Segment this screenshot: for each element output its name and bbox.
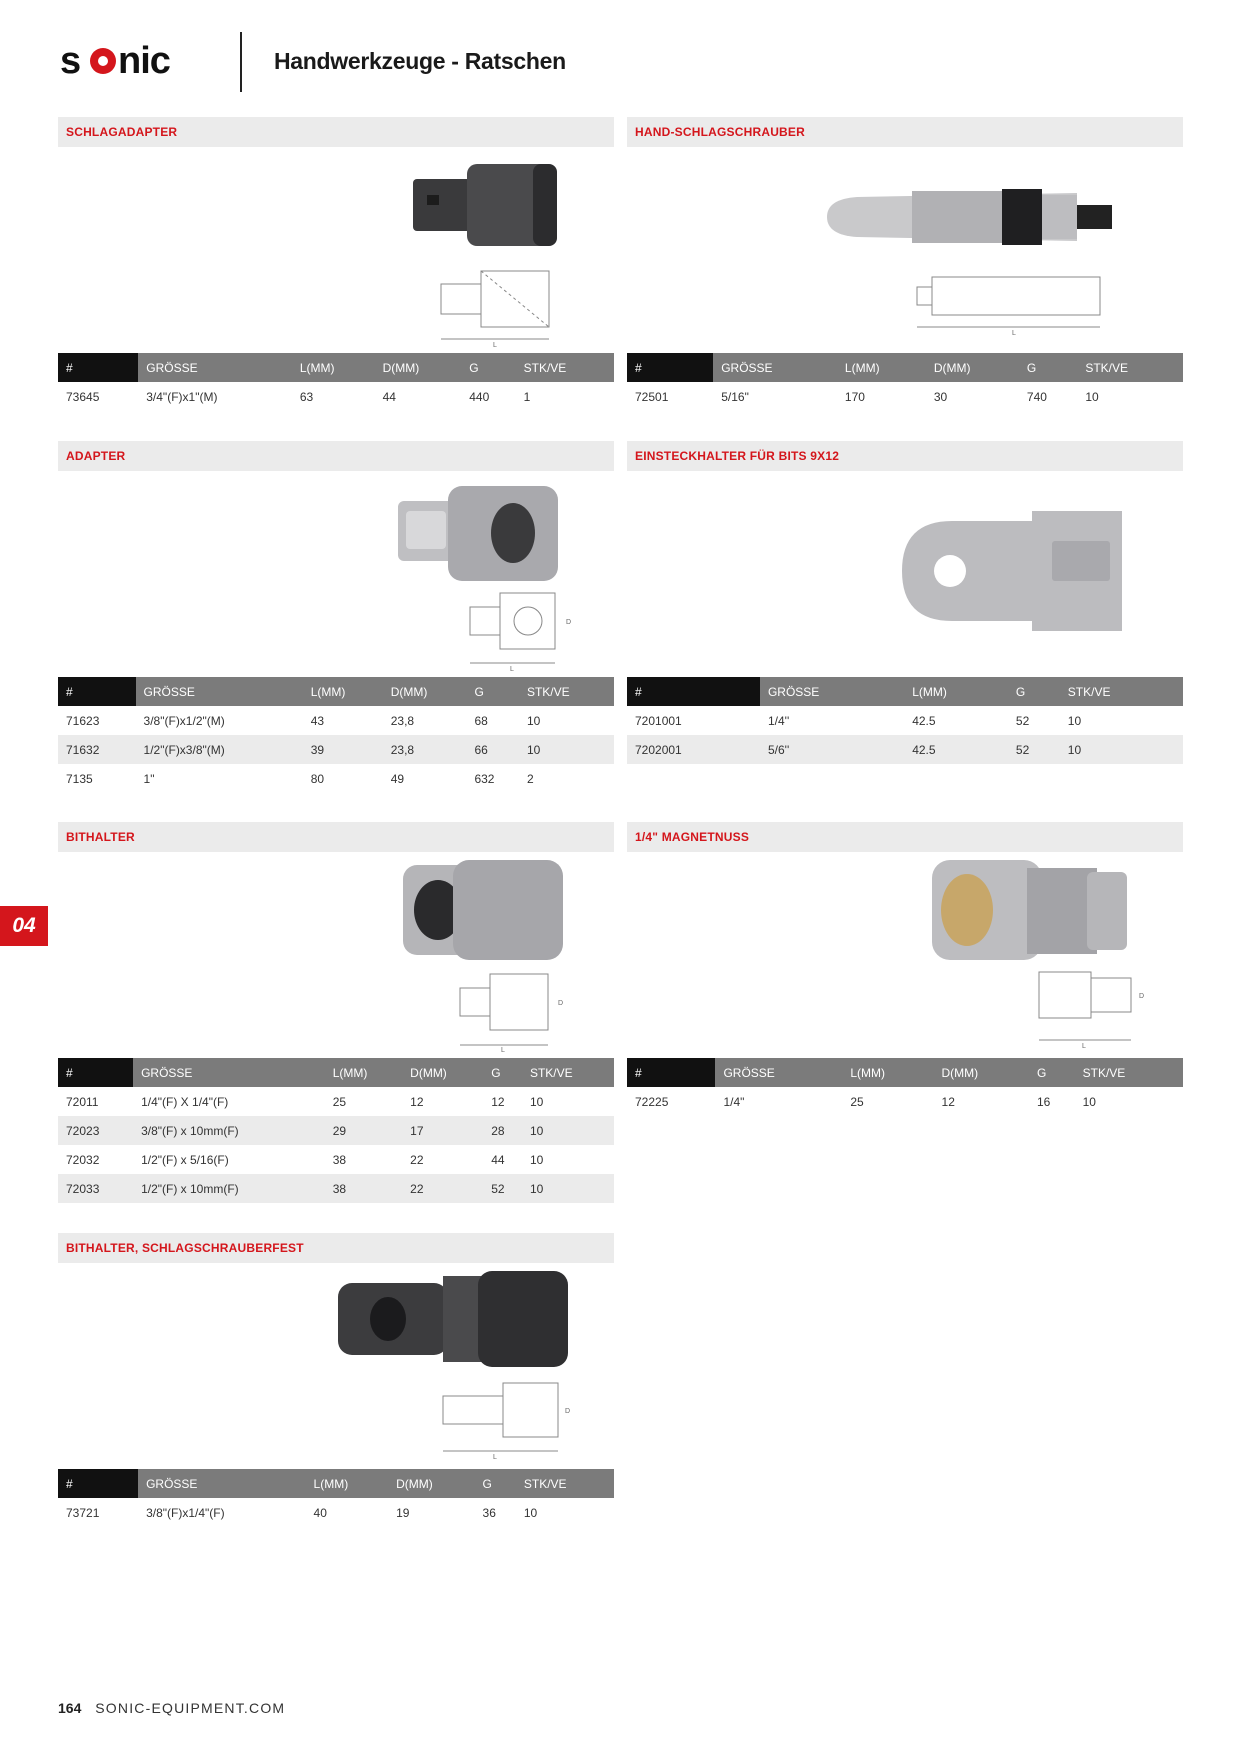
cell-pack: 10 xyxy=(522,1116,614,1145)
table-row xyxy=(58,1498,614,1527)
cell-pack: 10 xyxy=(522,1174,614,1203)
cell-length: 40 xyxy=(313,1505,327,1520)
bit-holder-image xyxy=(398,860,588,1056)
cell-size: 3/8"(F)x1/4"(F) xyxy=(146,1505,225,1520)
section-hand-schlagschrauber xyxy=(627,117,1183,411)
cell-article: 73721 xyxy=(66,1505,100,1520)
cell-length: 170 xyxy=(844,389,865,404)
sonic-logo-icon xyxy=(60,40,210,80)
cell-pack: 10 xyxy=(523,1505,538,1520)
col-header: L(MM) xyxy=(837,353,926,382)
drawing-label-d: D xyxy=(1139,993,1145,1000)
col-header: # xyxy=(58,1469,138,1498)
cell-article: 72225 xyxy=(635,1094,669,1109)
cell-diameter: 12 xyxy=(941,1094,955,1109)
col-header: G xyxy=(1008,677,1060,706)
col-header: G xyxy=(1029,1058,1075,1087)
cell-length: 80 xyxy=(310,771,325,786)
cell-diameter: 17 xyxy=(402,1116,483,1145)
col-header: L(MM) xyxy=(904,677,1008,706)
col-header: # xyxy=(627,353,713,382)
chapter-tab[interactable]: 04 xyxy=(0,906,48,946)
table-row xyxy=(627,382,1183,411)
cell-pack: 10 xyxy=(526,713,541,728)
cell-size: 3/4"(F)x1"(M) xyxy=(146,389,218,404)
col-header: STK/VE xyxy=(516,1469,614,1498)
website-link[interactable]: SONIC-EQUIPMENT.COM xyxy=(95,1700,286,1716)
cell-length: 38 xyxy=(325,1174,402,1203)
cell-length: 29 xyxy=(325,1116,402,1145)
section-bithalter-schlagschrauberfest xyxy=(58,1233,614,1527)
cell-pack: 10 xyxy=(529,1094,544,1109)
cell-weight: 12 xyxy=(491,1094,505,1109)
adapter-image xyxy=(388,481,588,673)
table-row xyxy=(58,1145,614,1174)
cell-diameter: 49 xyxy=(390,771,405,786)
product-image-area xyxy=(58,147,614,353)
drawing-label-l: L xyxy=(493,342,497,349)
section-title: BITHALTER, SCHLAGSCHRAUBERFEST xyxy=(58,1233,614,1263)
col-header: STK/VE xyxy=(516,353,614,382)
cell-pack: 10 xyxy=(1060,735,1183,764)
table-magnetnuss xyxy=(627,1058,1183,1116)
cell-length: 42.5 xyxy=(904,735,1008,764)
table-row xyxy=(58,764,614,793)
cell-size: 1/4" xyxy=(723,1094,745,1109)
col-header: GRÖSSE xyxy=(760,677,904,706)
product-image-area xyxy=(627,471,1183,677)
cell-article: 7135 xyxy=(66,771,93,786)
table-row xyxy=(627,735,1183,764)
product-image-area xyxy=(58,1263,614,1469)
col-header: STK/VE xyxy=(1060,677,1183,706)
cell-article: 72501 xyxy=(635,389,669,404)
cell-diameter: 12 xyxy=(410,1094,424,1109)
col-header: STK/VE xyxy=(519,677,614,706)
col-header: GRÖSSE xyxy=(715,1058,842,1087)
cell-article: 72033 xyxy=(58,1174,133,1203)
product-image-area xyxy=(58,471,614,677)
table-schlagadapter xyxy=(58,353,614,411)
section-title: EINSTECKHALTER FÜR BITS 9X12 xyxy=(627,441,1183,471)
cell-weight: 52 xyxy=(1015,713,1030,728)
section-title: ADAPTER xyxy=(58,441,614,471)
col-header: G xyxy=(1019,353,1077,382)
cell-size: 3/8"(F) x 10mm(F) xyxy=(133,1116,325,1145)
cell-article: 71632 xyxy=(58,735,136,764)
cell-size: 1/4'' xyxy=(767,713,790,728)
cell-article: 7202001 xyxy=(627,735,760,764)
cell-pack: 10 xyxy=(529,1152,544,1167)
cell-length: 39 xyxy=(303,735,383,764)
brand-logo xyxy=(60,40,210,80)
cell-length: 25 xyxy=(850,1094,864,1109)
drawing-label-l: L xyxy=(1012,330,1016,337)
cell-pack: 10 xyxy=(1067,713,1082,728)
section-title: 1/4" MAGNETNUSS xyxy=(627,822,1183,852)
col-header: L(MM) xyxy=(325,1058,402,1087)
drawing-label-d: D xyxy=(566,619,572,626)
col-header: # xyxy=(627,1058,715,1087)
section-magnetnuss xyxy=(627,822,1183,1116)
cell-size: 1/2"(F) x 5/16(F) xyxy=(141,1152,229,1167)
table-adapter xyxy=(58,677,614,793)
table-row xyxy=(58,1174,614,1203)
col-header: # xyxy=(58,677,136,706)
section-adapter xyxy=(58,441,614,793)
col-header: L(MM) xyxy=(306,1469,389,1498)
cell-length: 25 xyxy=(332,1094,347,1109)
drawing-label-l: L xyxy=(501,1047,505,1054)
table-bithalter xyxy=(58,1058,614,1203)
cell-length: 43 xyxy=(310,713,325,728)
cell-article: 7201001 xyxy=(635,713,682,728)
col-header: D(MM) xyxy=(383,677,467,706)
cell-diameter: 23,8 xyxy=(390,713,415,728)
insert-holder-image xyxy=(892,501,1142,651)
col-header: L(MM) xyxy=(303,677,383,706)
cell-weight: 28 xyxy=(483,1116,522,1145)
table-row xyxy=(627,1087,1183,1116)
cell-article: 72032 xyxy=(66,1152,100,1167)
col-header: # xyxy=(58,1058,133,1087)
header-divider xyxy=(240,32,242,92)
cell-diameter: 23,8 xyxy=(383,735,467,764)
cell-diameter: 22 xyxy=(410,1152,424,1167)
cell-pack: 10 xyxy=(1082,1094,1096,1109)
cell-weight: 36 xyxy=(482,1505,496,1520)
cell-length: 42.5 xyxy=(912,713,936,728)
table-einsteckhalter xyxy=(627,677,1183,764)
cell-size: 1/4"(F) X 1/4"(F) xyxy=(141,1094,229,1109)
section-title: HAND-SCHLAGSCHRAUBER xyxy=(627,117,1183,147)
cell-size: 3/8"(F)x1/2"(M) xyxy=(143,713,225,728)
cell-size: 1" xyxy=(143,771,155,786)
section-schlagadapter xyxy=(58,117,614,411)
col-header: L(MM) xyxy=(292,353,375,382)
svg-text:s: s xyxy=(60,40,81,80)
col-header: G xyxy=(461,353,515,382)
col-header: D(MM) xyxy=(402,1058,483,1087)
cell-article: 71623 xyxy=(66,713,100,728)
product-image-area xyxy=(627,852,1183,1058)
cell-size: 1/2"(F)x3/8"(M) xyxy=(136,735,303,764)
page-footer xyxy=(58,1700,285,1716)
cell-weight: 52 xyxy=(1008,735,1060,764)
page-title: Handwerkzeuge - Ratschen xyxy=(274,48,566,74)
drawing-label-l: L xyxy=(1082,1043,1086,1050)
section-title: BITHALTER xyxy=(58,822,614,852)
cell-weight: 52 xyxy=(483,1174,522,1203)
cell-article: 72011 xyxy=(66,1094,99,1109)
cell-diameter: 19 xyxy=(396,1505,410,1520)
section-bithalter xyxy=(58,822,614,1203)
cell-weight: 740 xyxy=(1026,389,1047,404)
table-row xyxy=(58,1116,614,1145)
cell-weight: 16 xyxy=(1036,1094,1051,1109)
impact-bit-holder-image xyxy=(333,1271,593,1467)
svg-text:nic: nic xyxy=(118,40,170,80)
table-hand-schlagschrauber xyxy=(627,353,1183,411)
cell-length: 63 xyxy=(299,389,314,404)
cell-pack: 1 xyxy=(523,389,531,404)
col-header: GRÖSSE xyxy=(138,353,292,382)
table-row xyxy=(58,382,614,411)
col-header: # xyxy=(58,353,138,382)
col-header: G xyxy=(466,677,519,706)
magnetic-socket-image xyxy=(927,860,1157,1056)
col-header: GRÖSSE xyxy=(136,677,303,706)
col-header: STK/VE xyxy=(1077,353,1183,382)
cell-weight: 68 xyxy=(474,713,488,728)
col-header: # xyxy=(627,677,760,706)
drawing-label-l: L xyxy=(493,1454,497,1461)
table-row xyxy=(627,706,1183,735)
col-header: L(MM) xyxy=(842,1058,933,1087)
cell-pack: 10 xyxy=(519,735,614,764)
col-header: G xyxy=(475,1469,516,1498)
cell-article: 72023 xyxy=(58,1116,133,1145)
col-header: G xyxy=(483,1058,522,1087)
cell-pack: 10 xyxy=(1085,389,1099,404)
impact-driver-image xyxy=(827,167,1167,347)
col-header: D(MM) xyxy=(388,1469,474,1498)
col-header: GRÖSSE xyxy=(138,1469,305,1498)
table-row xyxy=(58,1087,614,1116)
impact-adapter-image xyxy=(413,159,573,349)
cell-weight: 66 xyxy=(466,735,519,764)
page-number: 164 xyxy=(58,1700,82,1716)
col-header: GRÖSSE xyxy=(713,353,837,382)
drawing-label-d: D xyxy=(558,1000,564,1007)
cell-pack: 2 xyxy=(526,771,534,786)
col-header: STK/VE xyxy=(1075,1058,1183,1087)
drawing-label-l: L xyxy=(510,666,514,673)
drawing-label-d: D xyxy=(565,1408,571,1415)
cell-diameter: 44 xyxy=(382,389,396,404)
product-image-area xyxy=(58,852,614,1058)
table-row xyxy=(58,706,614,735)
col-header: D(MM) xyxy=(934,1058,1029,1087)
col-header: D(MM) xyxy=(926,353,1019,382)
section-title: SCHLAGADAPTER xyxy=(58,117,614,147)
table-bithalter-schlagschrauberfest xyxy=(58,1469,614,1527)
product-image-area xyxy=(627,147,1183,353)
cell-weight: 440 xyxy=(469,389,490,404)
section-einsteckhalter xyxy=(627,441,1183,764)
cell-size: 5/16" xyxy=(721,389,749,404)
table-row xyxy=(58,735,614,764)
cell-article: 73645 xyxy=(66,389,100,404)
cell-weight: 44 xyxy=(491,1152,505,1167)
col-header: STK/VE xyxy=(522,1058,614,1087)
cell-size: 1/2"(F) x 10mm(F) xyxy=(133,1174,325,1203)
col-header: D(MM) xyxy=(375,353,462,382)
cell-weight: 632 xyxy=(474,771,495,786)
cell-diameter: 30 xyxy=(933,389,948,404)
cell-diameter: 22 xyxy=(402,1174,483,1203)
cell-size: 5/6'' xyxy=(760,735,904,764)
cell-length: 38 xyxy=(332,1152,347,1167)
col-header: GRÖSSE xyxy=(133,1058,325,1087)
